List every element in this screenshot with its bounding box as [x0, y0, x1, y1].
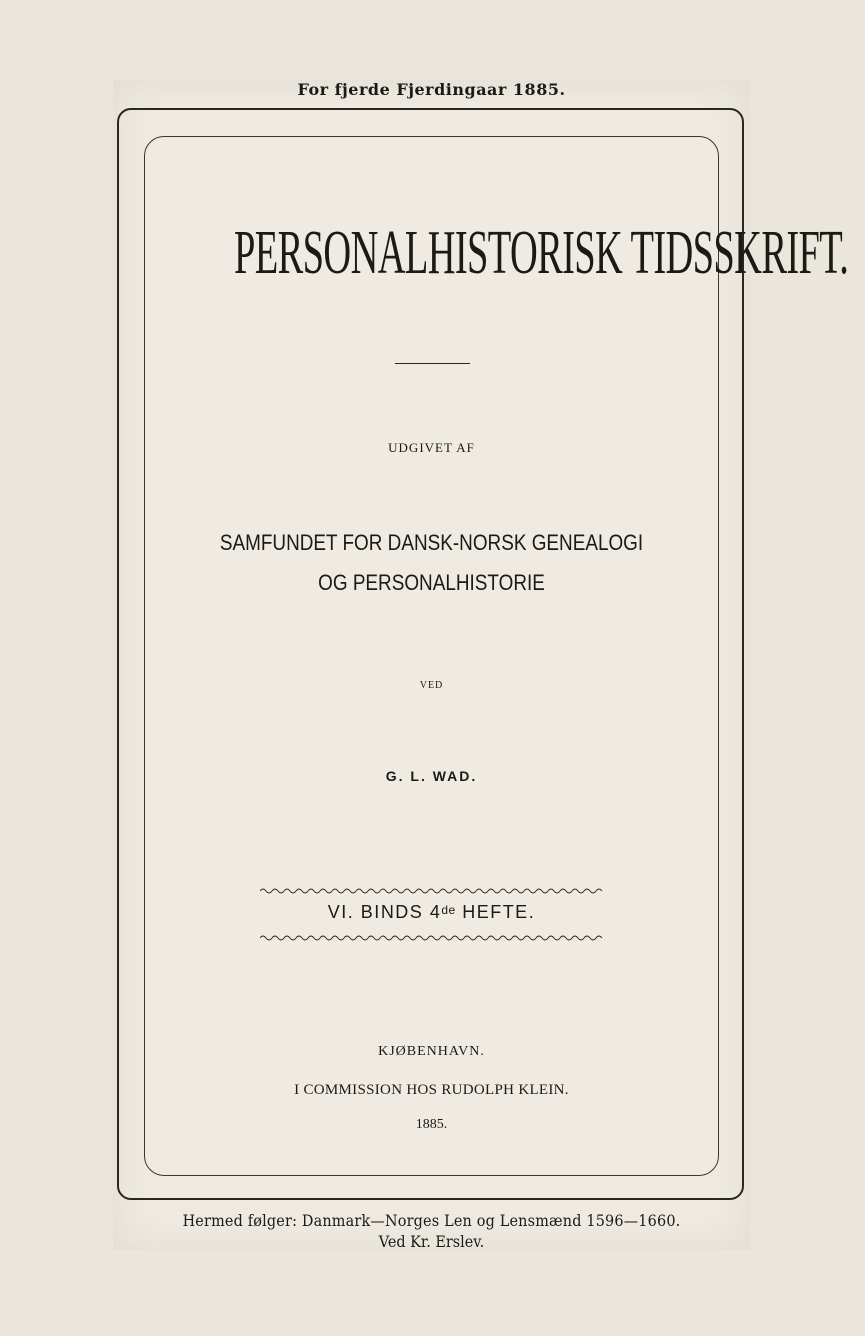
journal-title: PERSONALHISTORISK TIDSSKRIFT.	[234, 219, 849, 287]
society-name-line-2: OG PERSONALHISTORIE	[318, 570, 545, 595]
editor-label: VED	[419, 680, 444, 691]
society-name-line-1: SAMFUNDET FOR DANSK-NORSK GENEALOGI	[219, 530, 644, 555]
volume-issue	[113, 902, 750, 923]
title-page	[113, 80, 849, 1251]
imprint-year: 1885.	[415, 1117, 448, 1132]
title-rule	[395, 363, 470, 364]
wavy-rule-top	[260, 887, 605, 895]
published-by-label: UDGIVET AF	[388, 440, 475, 455]
supplement-note: Hermed følger: Danmark—Norges Len og Lensmænd 1596—1660.	[182, 1211, 681, 1230]
issue-note: For fjerde Fjerdingaar 1885.	[297, 80, 566, 99]
inner-border	[144, 136, 849, 1176]
volume-suffix: HEFTE.	[455, 902, 536, 922]
volume-prefix: VI. BINDS 4	[327, 902, 442, 922]
supplement-author: Ved Kr. Erslev.	[378, 1232, 485, 1251]
volume-superscript: de	[441, 903, 456, 917]
wavy-rule-bottom	[260, 934, 605, 942]
editor-name: G. L. WAD.	[385, 768, 478, 784]
imprint-city: KJØBENHAVN.	[378, 1044, 485, 1059]
imprint-commission: I COMMISSION HOS RUDOLPH KLEIN.	[294, 1082, 569, 1098]
